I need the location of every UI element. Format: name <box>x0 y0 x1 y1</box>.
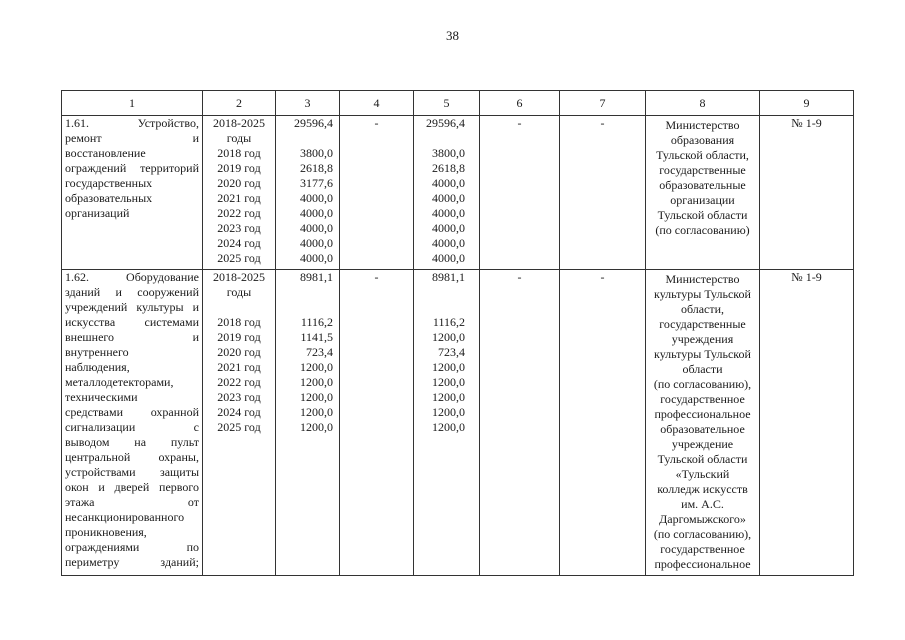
value-cell <box>276 300 333 315</box>
header-cell-5: 5 <box>414 91 480 116</box>
value-cell: 1141,5 <box>300 330 333 344</box>
value-cell: 1116,2 <box>432 315 465 329</box>
org-line: Тульской области, <box>656 148 749 162</box>
org-line: им. А.С. <box>681 497 724 511</box>
value-cell: 4000,0 <box>300 191 333 205</box>
year-line: 2021 год <box>217 191 261 205</box>
description-line: окон и дверей первого <box>65 480 199 494</box>
description-line: государственных <box>65 176 153 190</box>
row-col3-values <box>276 116 340 270</box>
row-organization <box>646 116 760 270</box>
value-cell: 4000,0 <box>432 221 465 235</box>
year-line: 2021 год <box>217 360 261 374</box>
header-cell-1: 1 <box>62 91 203 116</box>
value-cell: 4000,0 <box>300 236 333 250</box>
description-line: ограждений территорий <box>65 161 199 175</box>
table-row <box>62 270 854 576</box>
year-line: 2024 год <box>217 236 261 250</box>
program-table <box>61 90 854 576</box>
org-line: Даргомыжского» <box>659 512 746 526</box>
value-cell: 1200,0 <box>432 420 465 434</box>
org-line: организации <box>670 193 735 207</box>
description-line: этажа от <box>65 495 199 509</box>
row-indicator <box>760 116 854 270</box>
org-line: государственные <box>659 163 746 177</box>
description-line: периметру зданий; <box>65 555 199 569</box>
indicator-ref: № 1-9 <box>791 270 822 284</box>
value-cell: 2618,8 <box>432 161 465 175</box>
description-line: устройствами защиты <box>65 465 199 479</box>
org-line: государственное <box>660 542 745 556</box>
description-line: ремонт и <box>65 131 199 145</box>
year-line: 2020 год <box>217 345 261 359</box>
year-line: 2018 год <box>217 146 261 160</box>
org-line: Тульской области <box>657 208 748 222</box>
value-cell: 2618,8 <box>300 161 333 175</box>
value-cell: 1200,0 <box>432 360 465 374</box>
header-cell-6: 6 <box>480 91 560 116</box>
description-line: восстановление <box>65 146 146 160</box>
org-line: культуры Тульской <box>654 347 751 361</box>
header-cell-8: 8 <box>646 91 760 116</box>
value-cell: 4000,0 <box>432 191 465 205</box>
value-cell: 1200,0 <box>432 375 465 389</box>
table-row <box>62 116 854 270</box>
description-line: несанкционированного <box>65 510 185 524</box>
indicator-ref: № 1-9 <box>791 116 822 130</box>
row-indicator <box>760 270 854 576</box>
row-col4 <box>340 270 414 576</box>
value-cell: 1200,0 <box>300 390 333 404</box>
description-line: 1.61. Устройство, <box>65 116 199 130</box>
row-description <box>62 270 203 576</box>
page-number: 38 <box>446 28 459 43</box>
header-cell-2: 2 <box>203 91 276 116</box>
description-line: наблюдения, <box>65 360 130 374</box>
value-cell: 29596,4 <box>426 116 465 130</box>
header-cell-7: 7 <box>560 91 646 116</box>
header-cell-4: 4 <box>340 91 414 116</box>
value-cell: 1200,0 <box>300 375 333 389</box>
dash-cell: - <box>517 270 522 284</box>
year-line: 2025 год <box>217 251 261 265</box>
row-description <box>62 116 203 270</box>
row-years <box>203 116 276 270</box>
description-line: внешнего и <box>65 330 199 344</box>
value-cell: 4000,0 <box>300 221 333 235</box>
year-line: 2023 год <box>217 221 261 235</box>
year-line: 2024 год <box>217 405 261 419</box>
row-col3-values <box>276 270 340 576</box>
value-cell: 1200,0 <box>432 390 465 404</box>
year-line: 2019 год <box>217 161 261 175</box>
description-line: средствами охранной <box>65 405 199 419</box>
org-line: области, <box>680 302 725 316</box>
header-cell-3: 3 <box>276 91 340 116</box>
description-line: техническими <box>65 390 138 404</box>
org-line: профессиональное <box>654 557 751 571</box>
description-line: 1.62. Оборудование <box>65 270 199 284</box>
org-line: государственное <box>660 392 745 406</box>
year-line: 2025 год <box>217 420 261 434</box>
org-line: профессиональное <box>654 407 751 421</box>
value-cell: 1116,2 <box>300 315 333 329</box>
value-cell: 8981,1 <box>300 270 333 284</box>
dash-cell: - <box>374 116 379 130</box>
value-cell: 723,4 <box>306 345 333 359</box>
value-cell: 723,4 <box>438 345 465 359</box>
value-cell <box>276 285 333 300</box>
org-line: (по согласованию), <box>653 527 752 541</box>
description-line: внутреннего <box>65 345 129 359</box>
value-cell: 3800,0 <box>300 146 333 160</box>
description-line: металлодетекторами, <box>65 375 174 389</box>
value-cell: 8981,1 <box>432 270 465 284</box>
org-line: «Тульский <box>675 467 730 481</box>
value-cell: 4000,0 <box>432 236 465 250</box>
row-col5-values <box>414 270 480 576</box>
row-col6 <box>480 116 560 270</box>
org-line: государственные <box>659 317 746 331</box>
org-line: Министерство <box>665 118 740 132</box>
row-organization <box>646 270 760 576</box>
dash-cell: - <box>600 270 605 284</box>
value-cell: 1200,0 <box>300 360 333 374</box>
description-line: проникновения, <box>65 525 147 539</box>
header-row <box>62 91 854 116</box>
description-line: ограждениями по <box>65 540 199 554</box>
description-line: образовательных <box>65 191 153 205</box>
value-cell: 29596,4 <box>294 116 333 130</box>
dash-cell: - <box>517 116 522 130</box>
year-line: 2022 год <box>217 206 261 220</box>
year-line: 2018 год <box>217 315 261 329</box>
row-col7 <box>560 270 646 576</box>
org-line: (по согласованию), <box>653 377 752 391</box>
row-years <box>203 270 276 576</box>
value-cell <box>414 285 465 300</box>
value-cell: 1200,0 <box>432 330 465 344</box>
org-line: культуры Тульской <box>654 287 751 301</box>
value-cell: 4000,0 <box>432 176 465 190</box>
value-cell <box>414 131 465 146</box>
year-line: 2023 год <box>217 390 261 404</box>
year-line: 2019 год <box>217 330 261 344</box>
value-cell: 4000,0 <box>432 251 465 265</box>
org-line: учреждения <box>671 332 734 346</box>
row-col6 <box>480 270 560 576</box>
value-cell: 1200,0 <box>300 420 333 434</box>
row-col4 <box>340 116 414 270</box>
row-col7 <box>560 116 646 270</box>
row-col5-values <box>414 116 480 270</box>
org-line: образования <box>670 133 735 147</box>
description-line: зданий и сооружений <box>65 285 199 299</box>
org-line: образовательное <box>660 422 745 436</box>
description-line: искусства системами <box>65 315 199 329</box>
year-line: годы <box>226 131 252 145</box>
org-line: учреждение <box>671 437 734 451</box>
value-cell: 3177,6 <box>300 176 333 190</box>
value-cell: 4000,0 <box>300 251 333 265</box>
org-line: области <box>682 362 723 376</box>
dash-cell: - <box>600 116 605 130</box>
description-line: центральной охраны, <box>65 450 199 464</box>
org-line: Тульской области <box>657 452 748 466</box>
dash-cell: - <box>374 270 379 284</box>
year-line: 2020 год <box>217 176 261 190</box>
org-line: образовательные <box>659 178 746 192</box>
description-line: учреждений культуры и <box>65 300 199 314</box>
value-cell: 4000,0 <box>432 206 465 220</box>
value-cell <box>276 131 333 146</box>
description-line: организаций <box>65 206 130 220</box>
year-line: годы <box>226 285 252 299</box>
value-cell: 4000,0 <box>300 206 333 220</box>
description-line: выводом на пульт <box>65 435 199 449</box>
description-line: сигнализации с <box>65 420 199 434</box>
value-cell: 1200,0 <box>432 405 465 419</box>
value-cell: 3800,0 <box>432 146 465 160</box>
org-line: (по согласованию) <box>655 223 750 237</box>
year-line <box>203 300 275 315</box>
year-line: 2018-2025 <box>213 116 265 130</box>
value-cell <box>414 300 465 315</box>
header-cell-9: 9 <box>760 91 854 116</box>
year-line: 2022 год <box>217 375 261 389</box>
value-cell: 1200,0 <box>300 405 333 419</box>
year-line: 2018-2025 <box>213 270 265 284</box>
org-line: колледж искусств <box>657 482 748 496</box>
org-line: Министерство <box>665 272 740 286</box>
